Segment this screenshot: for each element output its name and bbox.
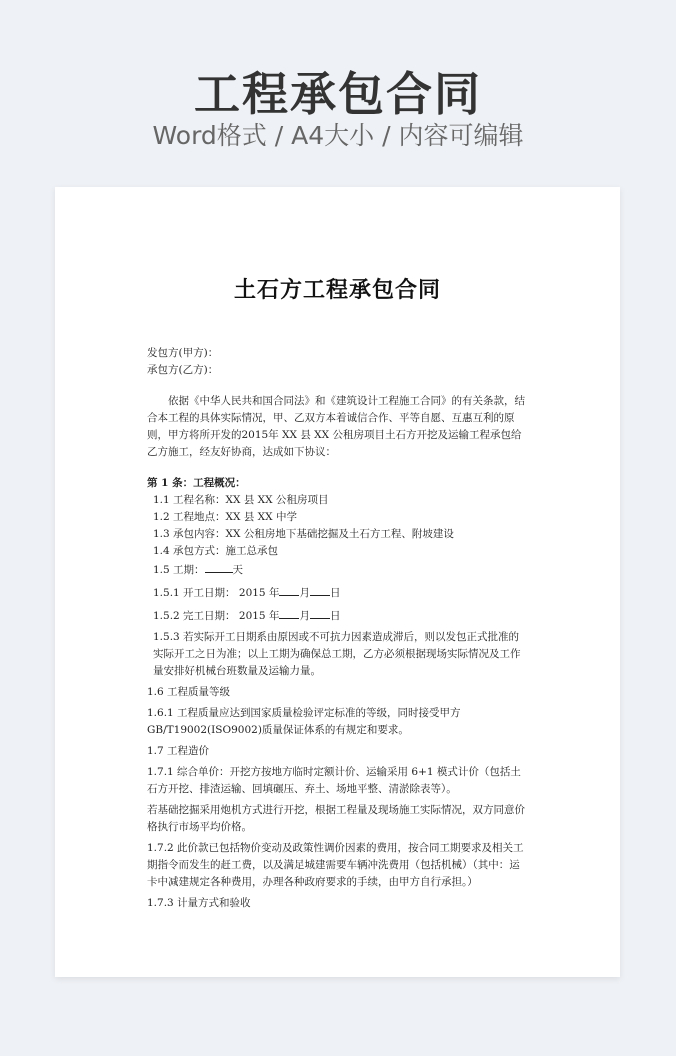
blank-line [279,583,299,596]
document-title: 土石方工程承包合同 [233,277,441,303]
item-1-7-2: 1.7.2 此价款已包括物价变动及政策性调价因素的费用，按合同工期要求及相关工期指令而发生的赶工费，以及满足城建需要车辆冲洗费用（包括机械）（其中：运卡中减建规定各种费用，办理各种政府要求的手续，由甲方自行承担。） [147,842,524,888]
item-1-7-1: 1.7.1 综合单价：开挖方按地方临时定额计价、运输采用 6+1 模式计价（包括土石方开挖、排渣运输、回填碾压、弃土、场地平整、清淤除表等）。 [147,766,521,795]
party-a-line: 发包方(甲方)： [147,347,219,359]
party-b-line: 承包方(乙方)： [147,364,219,376]
item-1-5-2 [147,606,527,625]
item-1-6: 1.6 工程质量等级 [147,686,231,698]
blank-line [310,583,330,596]
item-1-2: 1.2 工程地点：XX 县 XX 中学 [153,511,297,523]
month-unit: 月 [299,587,310,599]
document-body [147,345,527,912]
item-1-5-3: 1.5.3 若实际开工日期系由原因或不可抗力因素造成滞后，则以发包正式批准的实际开工之日为准；以上工期为确保总工期，乙方必须根据现场实际情况及工作量安排好机械台班数量及运输力量。 [153,631,521,677]
item-1-3: 1.3 承包内容：XX 公租房地下基础挖掘及土石方工程、附坡建设 [153,528,454,540]
document-page [55,187,620,977]
item-1-7-1-note: 若基础挖掘采用炮机方式进行开挖，根据工程量及现场施工实际情况，双方同意价格执行市场平均价格。 [147,804,525,833]
end-date-prefix: 1.5.2 完工日期： 2015 年 [153,610,280,622]
header-subtitle: Word格式 / A4大小 / 内容可编辑 [152,121,524,150]
item-1-5-suffix: 天 [232,564,244,576]
day-unit: 日 [329,587,341,599]
header-title: 工程承包合同 [194,67,482,121]
item-1-1: 1.1 工程名称：XX 县 XX 公租房项目 [153,494,329,506]
item-1-7-3: 1.7.3 计量方式和验收 [147,897,251,909]
promo-header [0,0,676,180]
blank-line [310,606,330,619]
article-1-heading: 第 1 条：工程概况： [147,477,246,489]
intro-paragraph: 依据《中华人民共和国合同法》和《建筑设计工程施工合同》的有关条款，结合本工程的具体实际情况，甲、乙双方本着诚信合作、平等自愿、互惠互利的原则，甲方将所开发的2015年 XX 县 XX 公租房项目土石方开挖及运输工程承包给乙方施工，经友好协商，达成如下协议： [147,395,525,458]
item-1-4: 1.4 承包方式：施工总承包 [153,545,279,557]
item-1-6-1: 1.6.1 工程质量应达到国家质量检验评定标准的等级，同时接受甲方GB/T19002(ISO9002)质量保证体系的有规定和要求。 [147,707,461,736]
item-1-5-prefix: 1.5 工期： [153,564,205,576]
item-1-7: 1.7 工程造价 [147,745,210,757]
month-unit: 月 [299,610,310,622]
day-unit: 日 [329,610,341,622]
item-1-5-1 [147,583,527,602]
item-1-5 [147,560,527,579]
blank-line [279,606,299,619]
blank-line [205,560,233,573]
start-date-prefix: 1.5.1 开工日期： 2015 年 [153,587,280,599]
